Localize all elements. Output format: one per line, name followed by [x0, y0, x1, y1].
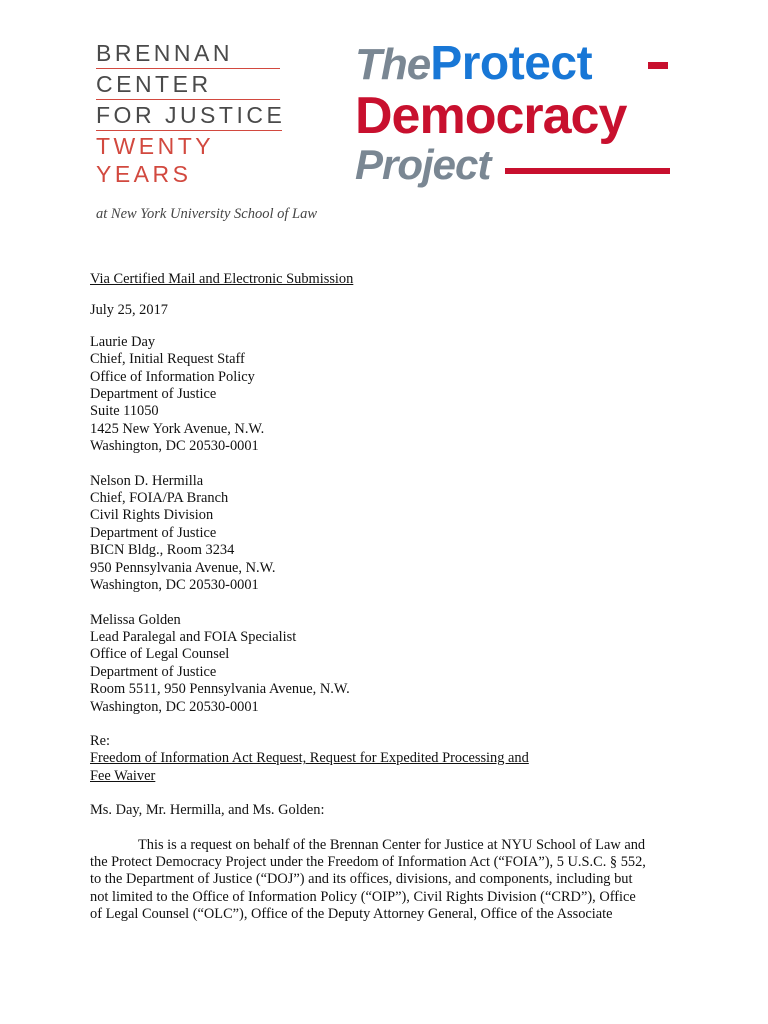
address-line: Office of Information Policy [90, 368, 255, 385]
subject-text-continued: Fee Waiver [90, 767, 156, 784]
paragraph-line: not limited to the Office of Information Policy (“OIP”), Civil Rights Division (“CRD”), Office [90, 888, 636, 905]
subject-prefix: Re: [90, 732, 110, 749]
address-line: Department of Justice [90, 386, 217, 403]
address-line: Civil Rights Division [90, 507, 214, 524]
logo-tagline: at New York University School of Law [96, 206, 317, 222]
logo-line: YEARS [96, 161, 192, 187]
subject-line [90, 733, 690, 785]
address-line: Room 5511, 950 Pennsylvania Avenue, N.W. [90, 681, 350, 698]
letter-body [90, 271, 690, 924]
logo-the: The [355, 40, 431, 89]
address-line: Washington, DC 20530-0001 [90, 438, 259, 455]
address-line: Washington, DC 20530-0001 [90, 698, 259, 715]
logo-rule [96, 130, 282, 131]
address-line: Lead Paralegal and FOIA Specialist [90, 628, 297, 645]
subject-text: Freedom of Information Act Request, Request for Expedited Processing and [90, 750, 529, 767]
paragraph-line: the Protect Democracy Project under the Freedom of Information Act (“FOIA”), 5 U.S.C. § 552, [90, 853, 646, 870]
logo-dash [648, 62, 668, 69]
address-line: Melissa Golden [90, 611, 181, 628]
address-line: BICN Bldg., Room 3234 [90, 542, 235, 559]
paragraph-line: This is a request on behalf of the Brennan Center for Justice at NYU School of Law and [138, 836, 646, 853]
delivery-method: Via Certified Mail and Electronic Submission [90, 271, 354, 287]
address-line: Chief, Initial Request Staff [90, 351, 245, 368]
paragraph-line: of Legal Counsel (“OLC”), Office of the Deputy Attorney General, Office of the Associate [90, 906, 613, 923]
address-line: Chief, FOIA/PA Branch [90, 490, 229, 507]
address-line: Laurie Day [90, 333, 156, 350]
letter-date: July 25, 2017 [90, 302, 168, 319]
body-paragraph [90, 837, 690, 924]
logo-line: CENTER [96, 71, 212, 97]
address-line: Department of Justice [90, 524, 217, 541]
address-line: Suite 11050 [90, 403, 159, 420]
address-line: 1425 New York Avenue, N.W. [90, 420, 265, 437]
address-line: 950 Pennsylvania Avenue, N.W. [90, 559, 276, 576]
recipient-address [90, 334, 690, 456]
logo-rule [96, 99, 280, 100]
logo-line: BRENNAN [96, 40, 233, 66]
logo-bar [505, 168, 670, 174]
logo-democracy: Democracy [355, 87, 627, 145]
address-line: Washington, DC 20530-0001 [90, 577, 259, 594]
logo-protect: Protect [430, 37, 593, 90]
recipient-address [90, 473, 690, 595]
protect-democracy-logo [355, 37, 685, 200]
address-line: Department of Justice [90, 663, 217, 680]
salutation: Ms. Day, Mr. Hermilla, and Ms. Golden: [90, 802, 325, 819]
address-line: Nelson D. Hermilla [90, 472, 204, 489]
logo-line: TWENTY [96, 133, 215, 159]
address-line: Office of Legal Counsel [90, 646, 230, 663]
brennan-center-logo [96, 40, 336, 222]
logo-project: Project [355, 141, 491, 188]
paragraph-line: to the Department of Justice (“DOJ”) and its offices, divisions, and components, including but [90, 871, 633, 888]
logo-rule [96, 68, 280, 69]
logo-line: FOR JUSTICE [96, 102, 286, 128]
recipient-address [90, 612, 690, 716]
